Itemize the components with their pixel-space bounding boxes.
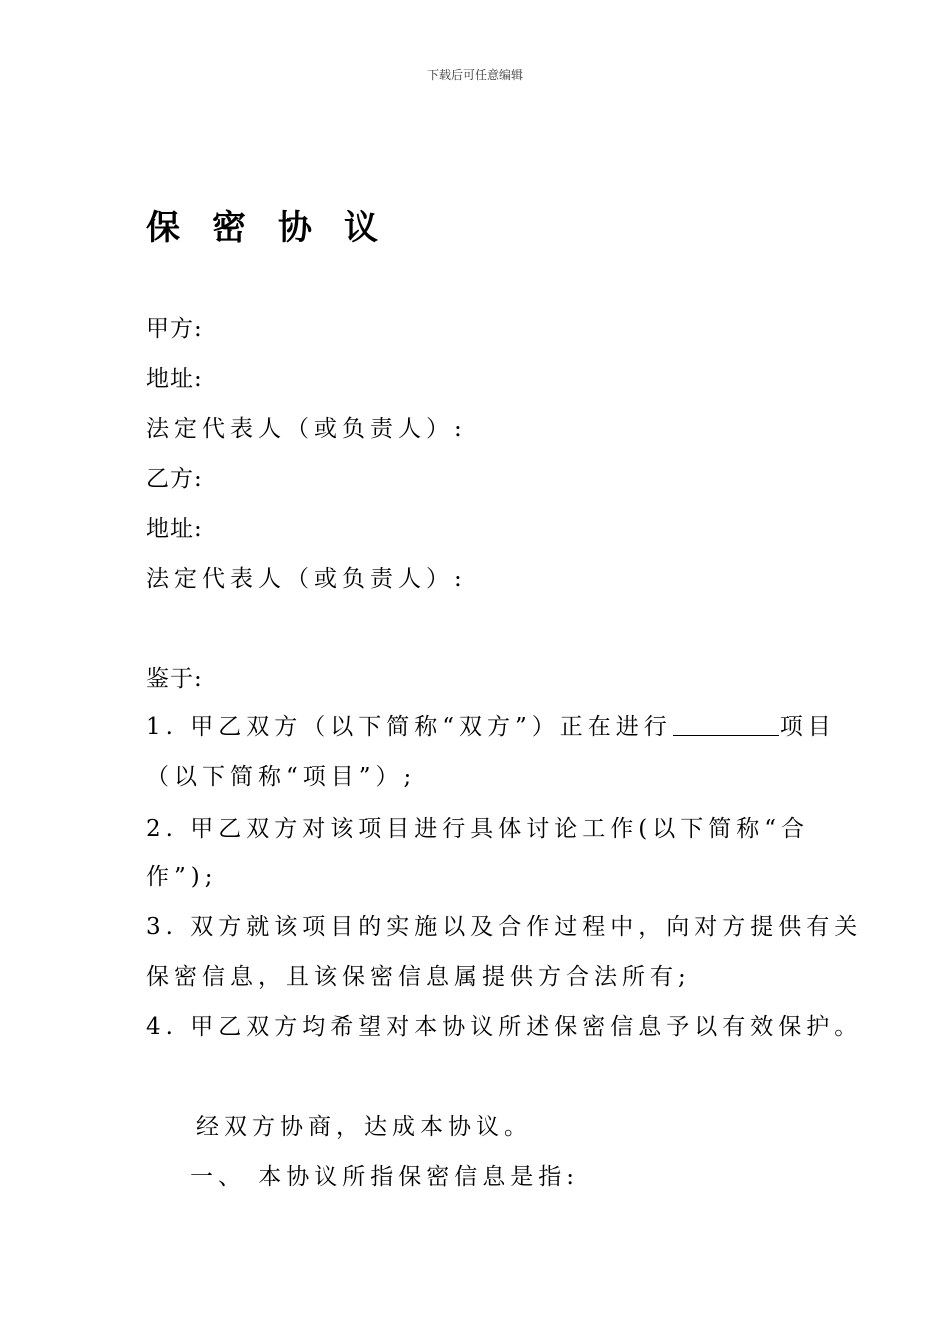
recital-item-1 <box>146 708 836 741</box>
recital-item-4: 4. 甲乙双方均希望对本协议所述保密信息予以有效保护。 <box>146 1014 863 1040</box>
clause-1-heading: 一、 本协议所指保密信息是指: <box>190 1164 580 1190</box>
party-b-representative-label: 法定代表人（或负责人）: <box>146 566 467 592</box>
document-title: 保密协议 <box>146 208 410 248</box>
party-a-representative-label: 法定代表人（或负责人）: <box>146 416 467 442</box>
recital-item-2: 2. 甲乙双方对该项目进行具体讨论工作(以下简称“合 <box>146 816 809 842</box>
recital-item-1-text: 1. 甲乙双方（以下简称“双方”）正在进行 <box>146 714 672 740</box>
header-note: 下载后可任意编辑 <box>426 68 523 82</box>
agreement-statement: 经双方协商，达成本协议。 <box>196 1114 532 1140</box>
recital-item-1-suffix: 项目 <box>779 714 836 740</box>
party-a-address-label: 地址: <box>146 366 203 392</box>
recitals-intro: 鉴于: <box>146 666 203 692</box>
recital-item-1-continued: （以下简称“项目”）; <box>146 764 417 790</box>
recital-item-3: 3. 双方就该项目的实施以及合作过程中，向对方提供有关 <box>146 914 863 940</box>
recital-item-3-continued: 保密信息，且该保密信息属提供方合法所有; <box>146 964 691 990</box>
project-name-blank <box>673 713 779 736</box>
party-a-label: 甲方: <box>146 316 203 342</box>
recital-item-2-continued: 作”); <box>146 864 218 890</box>
party-b-label: 乙方: <box>146 466 203 492</box>
party-b-address-label: 地址: <box>146 516 203 542</box>
